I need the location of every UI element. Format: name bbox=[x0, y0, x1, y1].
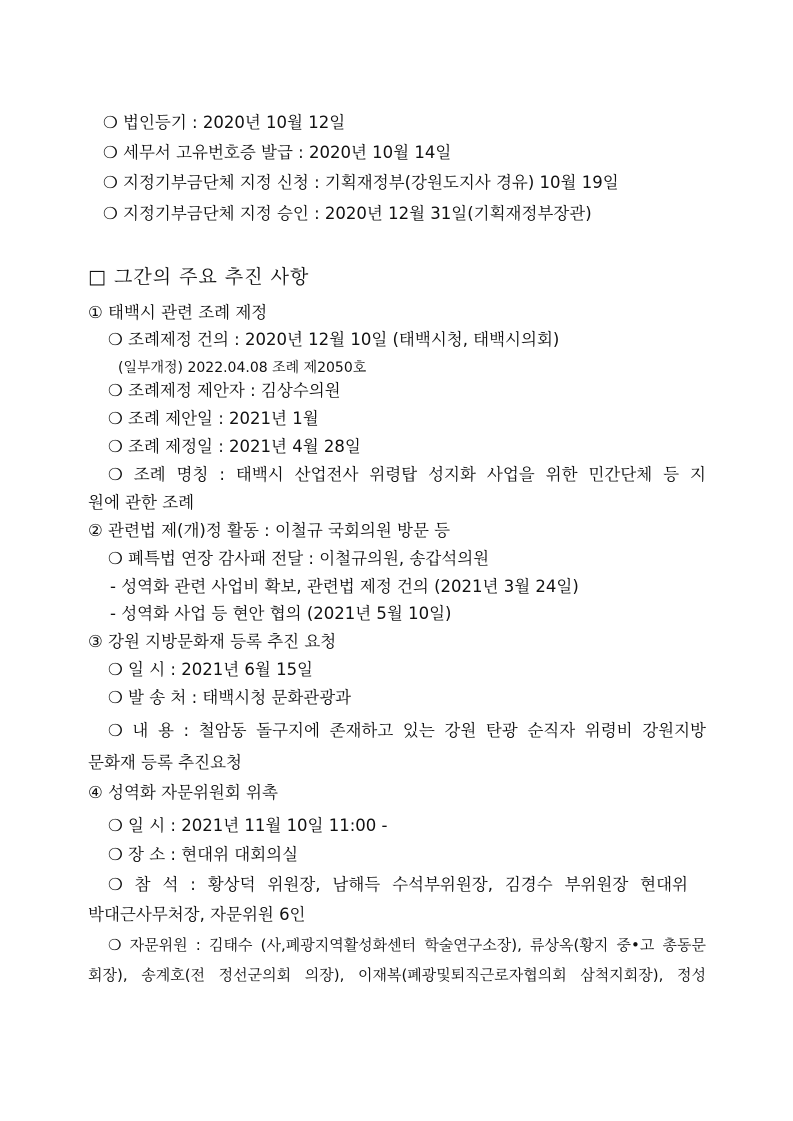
ordinance-proposal-line: ❍ 조례제정 건의 : 2020년 12월 10일 (태백시청, 태백시의회) bbox=[108, 330, 560, 349]
ordinance-enacted-date-line: ❍ 조례 제정일 : 2021년 4월 28일 bbox=[108, 437, 361, 456]
item2-title: ② 관련법 제(개)정 활동 : 이철규 국회의원 방문 등 bbox=[88, 521, 451, 540]
ordinance-name-line-2: 원에 관한 조례 bbox=[88, 493, 195, 512]
heritage-request-recipient-line: ❍ 발 송 처 : 태백시청 문화관광과 bbox=[108, 688, 352, 707]
ordinance-amendment-note: (일부개정) 2022.04.08 조례 제2050호 bbox=[118, 360, 367, 376]
ordinance-proposed-date-line: ❍ 조례 제안일 : 2021년 1월 bbox=[108, 409, 319, 428]
donation-org-approval-line: ❍ 지정기부금단체 지정 승인 : 2020년 12월 31일(기획재정부장관) bbox=[103, 204, 592, 223]
item1-title: ① 태백시 관련 조례 제정 bbox=[88, 303, 268, 322]
tax-id-issuance-line: ❍ 세무서 고유번호증 발급 : 2020년 10월 14일 bbox=[103, 143, 452, 162]
item4-title: ④ 성역화 자문위원회 위촉 bbox=[88, 783, 278, 802]
committee-place-line: ❍ 장 소 : 현대위 대회의실 bbox=[108, 845, 299, 864]
committee-attendees-line-2: 박대근사무처장, 자문위원 6인 bbox=[88, 905, 306, 924]
heritage-request-content-line-2: 문화재 등록 추진요청 bbox=[88, 753, 242, 772]
advisors-line-2: 회장), 송계호(전 정선군의회 의장), 이재복(폐광및퇴직근로자협의회 삼척지회장), 정성 bbox=[88, 966, 706, 984]
donation-org-application-line: ❍ 지정기부금단체 지정 신청 : 기획재정부(강원도지사 경유) 10월 19일 bbox=[103, 173, 619, 192]
funding-request-line: - 성역화 관련 사업비 확보, 관련법 제정 건의 (2021년 3월 24일) bbox=[110, 577, 579, 596]
item3-title: ③ 강원 지방문화재 등록 추진 요청 bbox=[88, 632, 337, 651]
ordinance-name-line-1: ❍ 조례 명칭 : 태백시 산업전사 위령탑 성지화 사업을 위한 민간단체 등 지 bbox=[108, 465, 706, 484]
corporate-registration-line: ❍ 법인등기 : 2020년 10월 12일 bbox=[103, 113, 346, 132]
heritage-request-date-line: ❍ 일 시 : 2021년 6월 15일 bbox=[108, 660, 313, 679]
committee-date-line: ❍ 일 시 : 2021년 11월 10일 11:00 - bbox=[108, 816, 388, 835]
section-heading: □ 그간의 주요 추진 사항 bbox=[88, 266, 310, 288]
ordinance-proposer-line: ❍ 조례제정 제안자 : 김상수의원 bbox=[108, 381, 341, 400]
advisors-line-1: ❍ 자문위원 : 김태수 (사,폐광지역활성화센터 학술연구소장), 류상옥(황지 중•고 총동문 bbox=[108, 936, 706, 954]
heritage-request-content-line-1: ❍ 내 용 : 철암동 돌구지에 존재하고 있는 강원 탄광 순직자 위령비 강원지방 bbox=[108, 721, 706, 740]
committee-attendees-line-1: ❍ 참 석 : 황상덕 위원장, 남해득 수석부위원장, 김경수 부위원장 현대위 bbox=[108, 875, 688, 894]
consultation-line: - 성역화 사업 등 현안 협의 (2021년 5월 10일) bbox=[110, 604, 452, 623]
plaque-delivery-line: ❍ 폐특법 연장 감사패 전달 : 이철규의원, 송갑석의원 bbox=[108, 549, 490, 568]
